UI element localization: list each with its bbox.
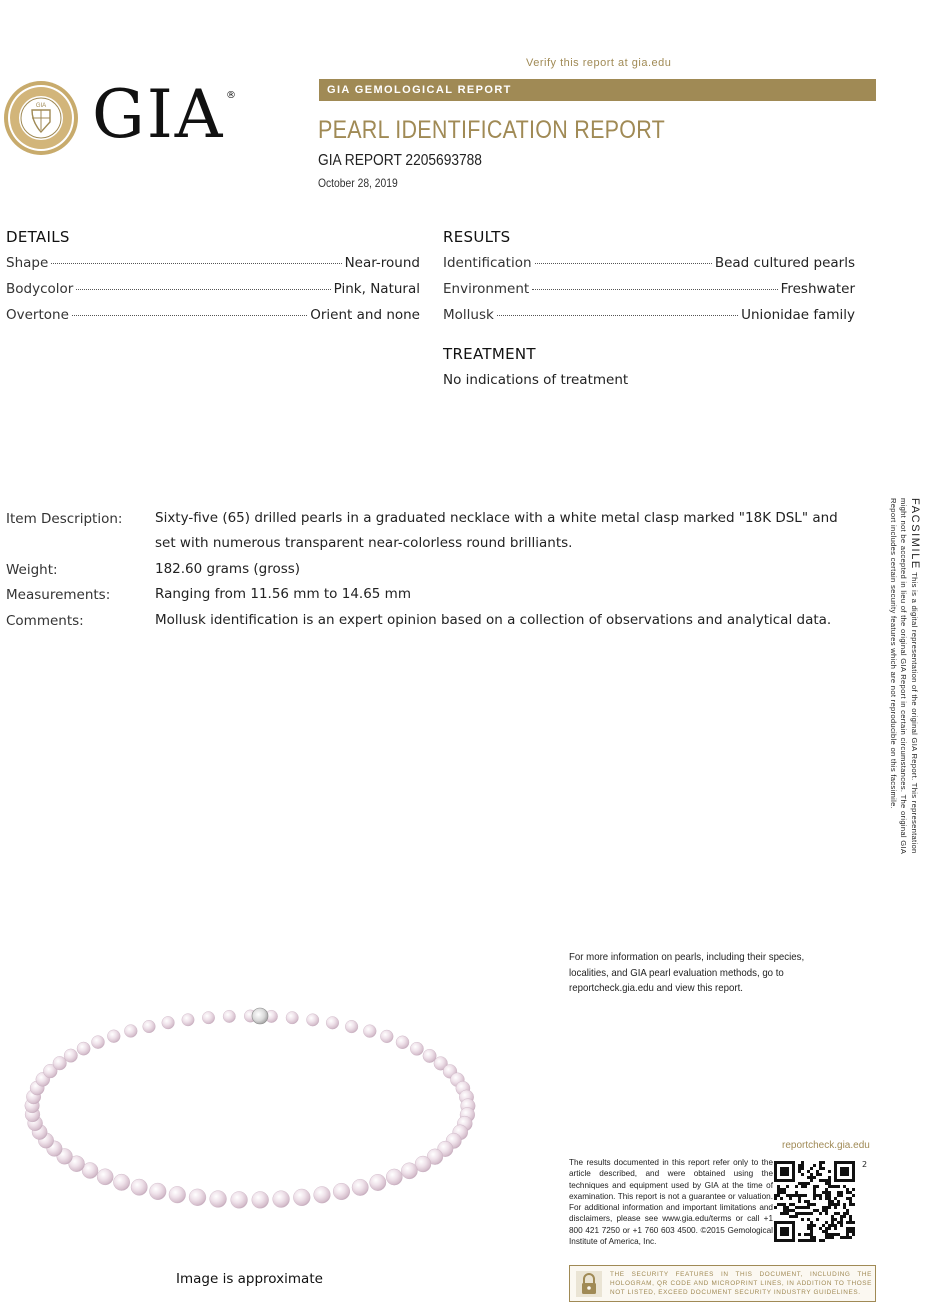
security-text: THE SECURITY FEATURES IN THIS DOCUMENT, INCLUDING THE HOLOGRAM, QR CODE AND MICROPRINT LINES, IN ADDITION TO THOSE NOT LISTED, EXCEED DOCUMENT SECURITY INDUSTRY GUIDELINES.: [610, 1271, 872, 1297]
pearl: [124, 1025, 137, 1038]
reportcheck-link[interactable]: reportcheck.gia.edu: [782, 1140, 870, 1151]
pearl: [326, 1017, 339, 1030]
seal-label: GIA: [35, 103, 47, 109]
pearl: [210, 1191, 227, 1208]
qr-code-icon[interactable]: [774, 1159, 858, 1247]
detail-value: Pink, Natural: [333, 281, 420, 297]
pearl: [396, 1036, 409, 1049]
qr-number: 2: [862, 1160, 868, 1169]
details-heading: DETAILS: [6, 228, 70, 246]
pearl: [223, 1010, 235, 1022]
result-label: Environment: [443, 281, 530, 297]
pearl: [92, 1036, 105, 1049]
results-heading: RESULTS: [443, 228, 511, 246]
pearl: [64, 1049, 77, 1062]
details-row-overtone: [6, 307, 420, 333]
report-date: October 28, 2019: [318, 176, 398, 190]
detail-value: Near-round: [344, 255, 420, 271]
pearl: [380, 1030, 393, 1043]
details-row-shape: [6, 255, 420, 281]
item-description-label: Item Description:: [6, 511, 123, 527]
pearl: [345, 1020, 358, 1033]
pearl: [293, 1189, 310, 1206]
report-title: PEARL IDENTIFICATION REPORT: [318, 116, 666, 144]
comments-label: Comments:: [6, 613, 84, 629]
pearl: [363, 1025, 376, 1038]
results-row-environment: [443, 281, 855, 307]
pearl: [169, 1186, 186, 1203]
pearl: [386, 1169, 402, 1185]
weight-label: Weight:: [6, 562, 58, 578]
pearl: [231, 1192, 248, 1209]
pearl: [143, 1020, 156, 1033]
pearl: [162, 1016, 175, 1029]
pearl: [150, 1183, 167, 1200]
security-box: [569, 1265, 876, 1302]
comments-value: Mollusk identification is an expert opinion based on a collection of observations and analytical data.: [155, 612, 832, 628]
image-caption: Image is approximate: [176, 1271, 323, 1287]
result-value: Bead cultured pearls: [714, 255, 855, 271]
detail-value: Orient and none: [310, 307, 420, 323]
pearl: [107, 1030, 120, 1043]
pearl: [202, 1012, 214, 1024]
verify-note: Verify this report at gia.edu: [526, 57, 672, 69]
weight-value: 182.60 grams (gross): [155, 561, 301, 577]
measurements-label: Measurements:: [6, 587, 111, 603]
gia-seal-icon: [3, 80, 79, 156]
pearl: [352, 1179, 368, 1195]
pearl: [333, 1183, 350, 1200]
detail-label: Shape: [6, 255, 49, 271]
lock-icon: [576, 1271, 602, 1297]
necklace-image: [14, 1000, 484, 1210]
details-row-bodycolor: [6, 281, 420, 307]
result-label: Mollusk: [443, 307, 494, 323]
pearl: [370, 1174, 386, 1190]
results-list: [443, 255, 855, 333]
item-description: Sixty-five (65) drilled pearls in a graduated necklace with a white metal clasp marked "18K DSL" and set with numerous transparent near-colorless round brilliants.: [155, 510, 838, 551]
pearl: [286, 1012, 298, 1024]
gia-logo-text: GIA: [92, 76, 225, 153]
more-info-text: For more information on pearls, including their species, localities, and GIA pearl evaluation methods, go to reportcheck.gia.edu and view this report.: [569, 951, 805, 994]
facsimile-title: FACSIMILE: [909, 498, 921, 570]
report-banner: GIA GEMOLOGICAL REPORT: [319, 79, 876, 101]
pearl: [182, 1014, 194, 1026]
fine-print: The results documented in this report refer only to the article described, and were obtained using the techniques and equipment used by GIA at the time of examination. This report is not a guarantee or valuation. For additional information and important limitations and disclaimers, please see www.gia.edu/terms or call +1 800 421 7250 or +1 760 603 4500. ©2015 Gemological Institute of America, Inc.: [569, 1158, 773, 1247]
pearl: [77, 1042, 90, 1055]
pearl: [189, 1189, 206, 1206]
facsimile-text: This is a digital representation of the original GIA Report. This representation might not be accepted in lieu of the original GIA Report in certain circumstances. The original GIA Report includes certain security features which are not reproducible on this facsimile.: [889, 498, 919, 854]
pearl: [53, 1056, 67, 1070]
detail-label: Overtone: [6, 307, 69, 323]
report-number: GIA REPORT 2205693788: [318, 152, 482, 169]
pearl: [113, 1174, 129, 1190]
pearl: [252, 1192, 269, 1209]
pearl: [273, 1191, 290, 1208]
measurements-value: Ranging from 11.56 mm to 14.65 mm: [155, 586, 411, 602]
pearl: [410, 1042, 423, 1055]
results-row-mollusk: [443, 307, 855, 333]
pearl: [401, 1163, 417, 1179]
treatment-text: No indications of treatment: [443, 372, 629, 388]
result-value: Freshwater: [780, 281, 855, 297]
detail-label: Bodycolor: [6, 281, 74, 297]
result-label: Identification: [443, 255, 532, 271]
treatment-heading: TREATMENT: [443, 345, 536, 363]
pearl: [314, 1187, 331, 1204]
details-list: [6, 255, 420, 333]
pearl: [307, 1014, 319, 1026]
registered-mark: ®: [226, 90, 236, 101]
pearl: [97, 1169, 113, 1185]
result-value: Unionidae family: [741, 307, 855, 323]
pearl: [131, 1179, 147, 1195]
results-row-identification: [443, 255, 855, 281]
clasp-icon: [252, 1008, 268, 1024]
facsimile-note: [880, 498, 920, 868]
